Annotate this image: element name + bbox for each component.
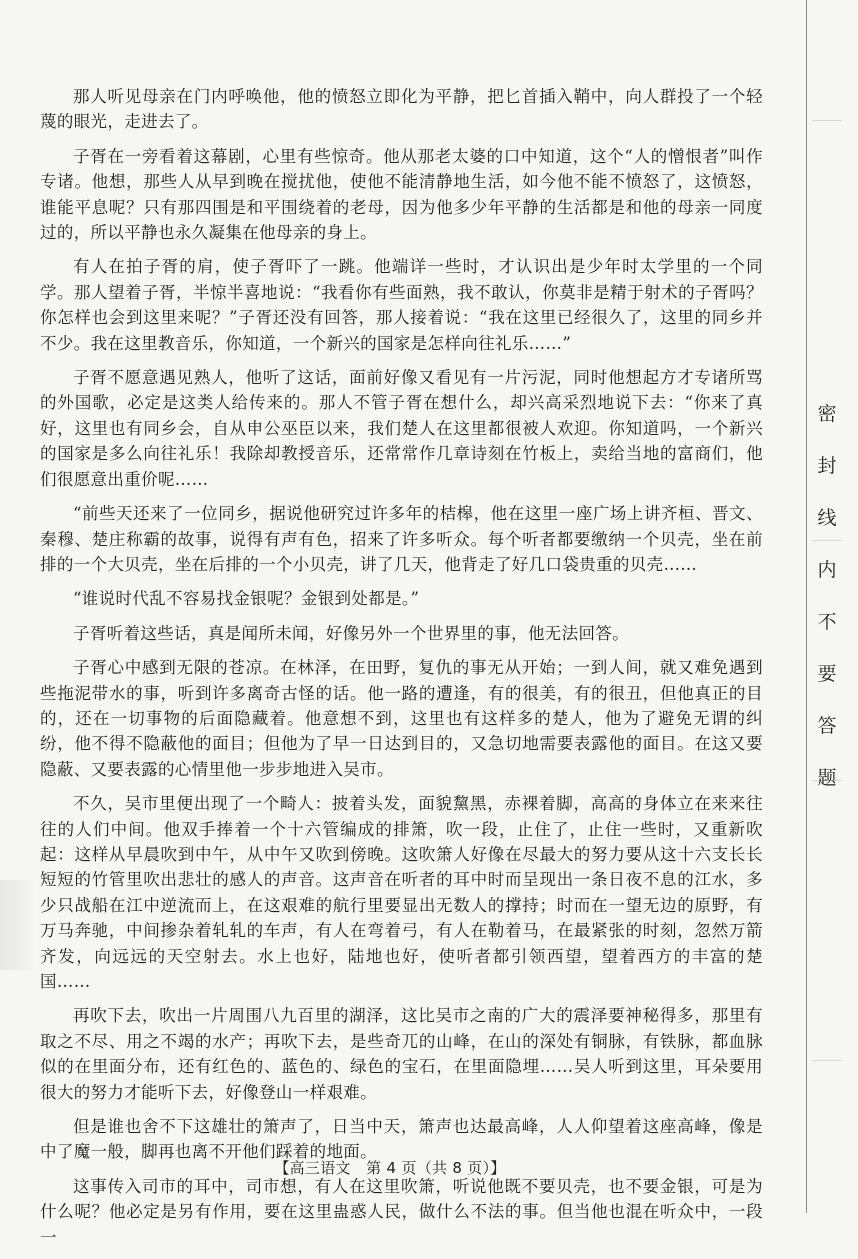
binding-margin-rule bbox=[806, 0, 807, 1213]
paragraph-3: 有人在拍子胥的肩，使子胥吓了一跳。他端详一些时，才认识出是少年时太学里的一个同学。那人望着子胥，半惊半喜地说：“我看你有些面熟，我不敢认，你莫非是精于射术的子胥吗？你怎样也会到这里来呢？”子胥还没有回答，那人接着说：“我在这里已经很久了，这里的同乡并不少。我在这里教音乐，你知道，一个新兴的国家是怎样向往礼乐……” bbox=[40, 257, 763, 353]
margin-tick bbox=[812, 120, 842, 135]
seal-char: 答 bbox=[817, 715, 837, 737]
paragraph-2: 子胥在一旁看着这幕剧，心里有些惊奇。他从那老太婆的口中知道，这个“人的憎恨者”叫作专诸。他想，那些人从早到晚在搅扰他，使他不能清静地生活，如今他不能不愤怒了，这愤怒，谁能平息呢？只有那四围是和平围绕着的老母，因为他多少年平静的生活都是和他的母亲一同度过的，所以平静也永久凝集在他母亲的身上。 bbox=[40, 146, 763, 243]
paragraph-11: 但是谁也舍不下这雄壮的箫声了，日当中天，箫声也达最高峰，人人仰望着这座高峰，像是中了魔一般，脚再也离不开他们踩着的地面。 bbox=[40, 1117, 763, 1162]
paragraph-7: 子胥听着这些话，真是闻所未闻，好像另外一个世界里的事，他无法回答。 bbox=[73, 623, 630, 643]
page-footer: 【高三语文 第 4 页（共 8 页）】 bbox=[274, 1159, 506, 1177]
seal-char: 不 bbox=[817, 611, 837, 633]
paragraph-5: “前些天还来了一位同乡，据说他研究过许多年的桔槔，他在这里一座广场上讲齐桓、晋文、秦穆、楚庄称霸的故事，说得有声有色，招来了许多听众。每个听者都要缴纳一个贝壳，坐在前排的一个大贝壳，坐在后排的一个小贝壳，讲了几天，他背走了好几口袋贵重的贝壳…… bbox=[40, 504, 763, 574]
seal-char: 题 bbox=[817, 767, 837, 789]
margin-tick bbox=[812, 1060, 842, 1075]
paragraph-12: 这事传入司市的耳中，司市想，有人在这里吹箫，听说他既不要贝壳，也不要金银，可是为什么呢？他必定是另有作用，要在这里蛊惑人民，做什么不法的事。但当他也混在听众中，一段一 bbox=[40, 1176, 763, 1247]
seal-char: 密 bbox=[817, 403, 837, 425]
paragraph-8: 子胥心中感到无限的苍凉。在林泽，在田野，复仇的事无从开始；一到人间，就又难免遇到些拖泥带水的事，听到许多离奇古怪的话。他一路的遭逢，有的很美，有的很丑，但他真正的目的，还在一切事物的后面隐藏着。他意想不到，这里也有这样多的楚人，他为了避免无谓的纠纷，他不得不隐蔽他的面目；但他为了早一日达到目的，又急切地需要表露他的面目。在这又要隐蔽、又要表露的心情里他一步步地进入吴市。 bbox=[40, 658, 763, 779]
scan-shadow bbox=[0, 880, 36, 970]
seal-line-notice bbox=[812, 388, 842, 804]
seal-char: 封 bbox=[817, 455, 837, 477]
article-body bbox=[40, 84, 763, 1259]
paragraph-1: 那人听见母亲在门内呼唤他，他的愤怒立即化为平静，把匕首插入鞘中，向人群投了一个轻蔑的眼光，走进去了。 bbox=[40, 87, 763, 132]
paragraph-4: 子胥不愿意遇见熟人，他听了这话，面前好像又看见有一片污泥，同时他想起方才专诸所骂的外国歌，必定是这类人给传来的。那人不管子胥在想什么，却兴高采烈地说下去：“你来了真好，这里也有同乡会，自从申公巫臣以来，我们楚人在这里都很被人欢迎。你知道吗，一个新兴的国家是多么向往礼乐！我除却教授音乐，还常常作几章诗刻在竹板上，卖给当地的富商们，他们很愿意出重价呢…… bbox=[40, 368, 763, 489]
paragraph-10: 再吹下去，吹出一片周围八九百里的湖泽，这比吴市之南的广大的震泽要神秘得多，那里有取之不尽、用之不竭的水产；再吹下去，是些奇兀的山峰，在山的深处有铜脉，有铁脉，都血脉似的在里面分布，还有红色的、蓝色的、绿色的宝石，在里面隐埋……吴人听到这里，耳朵要用很大的努力才能听下去，好像登山一样艰难。 bbox=[40, 1006, 763, 1102]
seal-char: 内 bbox=[817, 559, 837, 581]
paragraph-9: 不久，吴市里便出现了一个畸人：披着头发，面貌黧黑，赤裸着脚，高高的身体立在来来往往的人们中间。他双手捧着一个十六管编成的排箫，吹一段，止住了，止住一些时，又重新吹起：这样从早晨吹到中午，从中午又吹到傍晚。这吹箫人好像在尽最大的努力要从这十六支长长短短的竹管里吹出悲壮的感人的声音。这声音在听者的耳中时而呈现出一条日夜不息的江水，多少只战船在江中逆流而上，在这艰难的航行里要显出无数人的撑持；时而在一望无边的原野，有万马奔驰，中间掺杂着轧轧的车声，有人在弯着弓，有人在勒着马，在最紧张的时刻，忽然万箭齐发，向远远的天空射去。水上也好，陆地也好，使听者都引领西望，望着西方的丰富的楚国…… bbox=[40, 794, 763, 991]
seal-char: 要 bbox=[817, 663, 837, 685]
seal-char: 线 bbox=[817, 507, 837, 529]
paragraph-6: “谁说时代乱不容易找金银呢？金银到处都是。” bbox=[73, 589, 420, 609]
